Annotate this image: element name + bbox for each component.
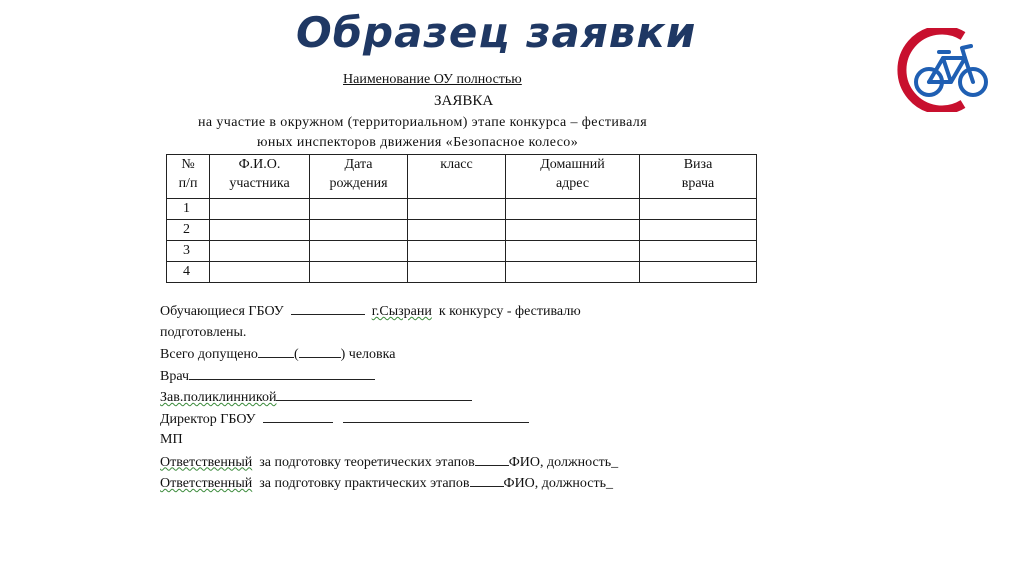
row-number: 3 xyxy=(167,241,210,262)
col-number: № п/п xyxy=(167,155,210,199)
stamp-line: МП xyxy=(160,432,183,447)
col-birthdate: Дата рождения xyxy=(310,155,408,199)
form-subheading-1: на участие в окружном (территориальном) этапе конкурса – фестиваля xyxy=(198,115,648,130)
total-admitted-line: Всего допущено ( ) человка xyxy=(160,343,618,365)
slide-title: Образец заявки xyxy=(296,8,697,57)
row-number: 1 xyxy=(167,199,210,220)
participants-table xyxy=(166,154,757,283)
doctor-line: Врач xyxy=(160,365,618,387)
col-grade: класс xyxy=(408,155,506,199)
col-address: Домашний адрес xyxy=(506,155,640,199)
col-doctor-visa: Виза врача xyxy=(640,155,757,199)
form-signature-lines xyxy=(160,300,618,494)
table-row xyxy=(167,241,757,262)
form-subheading-2: юных инспекторов движения «Безопасное колесо» xyxy=(257,135,579,150)
prepared-line: подготовлены. xyxy=(160,324,247,340)
form-org-name: Наименование ОУ полностью xyxy=(343,72,522,87)
table-row xyxy=(167,199,757,220)
table-row xyxy=(167,262,757,283)
responsible-theory-line: Ответственный за подготовку теоретических этапов ФИО, должность_ xyxy=(160,451,618,473)
row-number: 4 xyxy=(167,262,210,283)
row-number: 2 xyxy=(167,220,210,241)
clinic-head-line: Зав.поликлинникой xyxy=(160,386,618,408)
col-name: Ф.И.О. участника xyxy=(210,155,310,199)
form-heading: ЗАЯВКА xyxy=(434,93,494,109)
director-line: Директор ГБОУ xyxy=(160,408,618,430)
responsible-practice-line: Ответственный за подготовку практических этапов ФИО, должность_ xyxy=(160,472,618,494)
students-line: Обучающиеся ГБОУ г.Сызрани к конкурсу - фестивалю xyxy=(160,300,618,322)
table-header-row xyxy=(167,155,757,199)
table-row xyxy=(167,220,757,241)
